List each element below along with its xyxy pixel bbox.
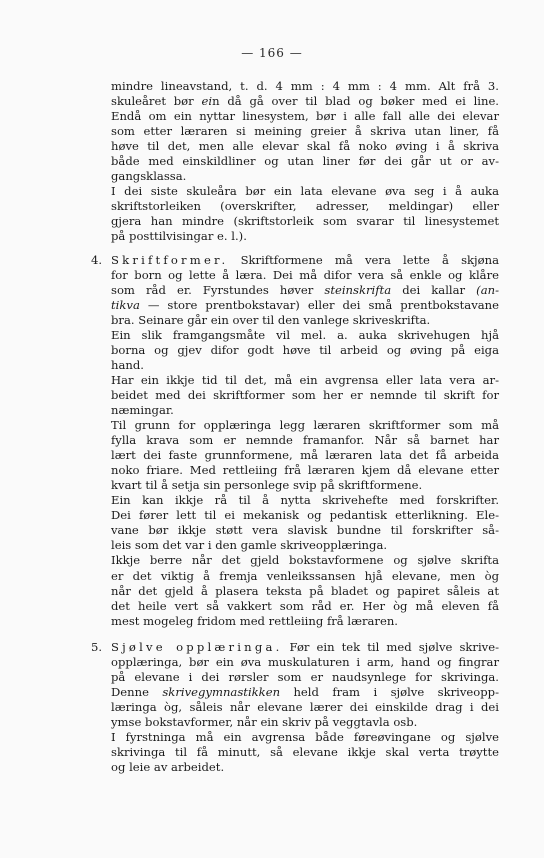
text-line xyxy=(111,584,499,599)
text-line xyxy=(111,493,499,508)
text-line xyxy=(111,463,499,478)
text-line-content: både med einskildliner og utan liner før dei går ut or av- xyxy=(111,154,499,169)
text-line xyxy=(111,169,499,184)
text-line xyxy=(111,358,499,373)
text-line xyxy=(111,448,499,463)
text-line-content: Før ein tek til med sjølve skrive- xyxy=(289,639,499,654)
text-line xyxy=(111,523,499,538)
text-line xyxy=(111,373,499,388)
emphasized-term: ei xyxy=(201,94,213,109)
text-line-content: vane bør ikkje støtt vera slavisk bundne til forskrifter så- xyxy=(111,523,499,538)
text-line-content: leis som det var i den gamle skriveopplæringa. xyxy=(111,538,388,553)
text-line xyxy=(111,553,499,568)
text-line-content: og leie av arbeidet. xyxy=(111,760,225,775)
text-line-content: kvart til å setja sin personlege svip på skriftformene. xyxy=(111,478,423,493)
text-line-content: hand. xyxy=(111,357,144,372)
text-line xyxy=(111,328,499,343)
text-line xyxy=(111,508,499,523)
text-line-content: Denne skrivegymnastikken held fram i sjølve skriveopp- xyxy=(111,684,499,699)
emphasized-term: steinskrifta xyxy=(324,282,392,297)
emphasized-term: skrivegymnastikken xyxy=(162,684,281,699)
text-line-content: mindre lineavstand, t. d. 4 mm : 4 mm : 4 mm. Alt frå 3. xyxy=(111,79,499,93)
text-line-content: på elevane i dei rørsler som er naudsynlege for skrivinga. xyxy=(111,669,499,684)
text-line-content: Til grunn for opplæringa legg læraren skriftformer som må xyxy=(111,418,499,433)
text-line-content: bra. Seinare går ein over til den vanlege skriveskrifta. xyxy=(111,312,431,327)
text-line-content: Dei fører lett til ei mekanisk og pedantisk etterlikning. Ele- xyxy=(111,508,499,523)
text-line xyxy=(111,569,499,584)
emphasized-term: tikva xyxy=(111,297,140,312)
text-line xyxy=(111,154,499,169)
text-line xyxy=(111,313,499,328)
text-line xyxy=(111,433,499,448)
text-line xyxy=(111,403,499,418)
text-line xyxy=(111,109,499,124)
text-line-content: skriftstorleiken (overskrifter, adresser, meldingar) eller xyxy=(111,199,499,214)
section-5-training xyxy=(91,639,499,775)
text-line xyxy=(111,599,499,614)
text-line xyxy=(111,700,499,715)
text-line-content: Ein slik framgangsmåte vil mel. a. auka skrivehugen hjå xyxy=(111,327,499,342)
text-line xyxy=(111,670,499,685)
text-line xyxy=(111,655,499,670)
section-number: 4. xyxy=(91,252,103,267)
emphasized-term: (an- xyxy=(476,282,499,297)
paragraph-writing-size xyxy=(111,184,499,244)
text-line-content: som råd er. Fyrstundes høver steinskrifta dei kallar (an- xyxy=(111,282,499,297)
text-line-content: borna og gjev difor godt høve til arbeid og øving på eiga xyxy=(111,342,499,357)
text-line xyxy=(111,229,499,244)
text-line-content: opplæringa, bør ein øva muskulaturen i arm, hand og fingrar xyxy=(111,654,499,669)
text-line-content: Skriftformene må vera lette å skjøna xyxy=(240,252,500,267)
text-line-content: skuleåret bør ein då gå over til blad og bøker med ei line. xyxy=(111,94,499,109)
page-number: — 166 — xyxy=(241,46,303,60)
text-line xyxy=(111,478,499,493)
text-line-content: det heile vert så vakkert som råd er. Her òg må eleven få xyxy=(111,598,499,613)
text-line-content: på posttilvisingar e. l.). xyxy=(111,229,247,244)
text-line xyxy=(111,343,499,358)
text-line-content: lært dei faste grunnformene, må læraren lata det få arbeida xyxy=(111,448,499,463)
text-line xyxy=(111,124,499,139)
text-line-content: Ikkje berre når det gjeld bokstavformene og sjølve skrifta xyxy=(111,553,499,568)
text-line xyxy=(111,730,499,745)
text-line xyxy=(111,268,499,283)
text-line xyxy=(111,94,499,109)
text-line-content: ymse bokstavformer, når ein skriv på veggtavla osb. xyxy=(111,714,418,729)
text-line xyxy=(111,283,499,298)
text-line xyxy=(111,214,499,229)
text-line xyxy=(111,715,499,730)
text-line xyxy=(111,79,499,94)
text-line xyxy=(111,614,499,629)
text-line xyxy=(111,538,499,553)
text-line-content: læringa òg, såleis når elevane lærer dei einskilde drag i dei xyxy=(111,699,499,714)
text-line-content: for born og lette å læra. Dei må difor vera så enkle og klåre xyxy=(111,267,499,282)
text-line xyxy=(111,418,499,433)
text-line-content: Har ein ikkje tid til det, må ein avgrensa eller lata vera ar- xyxy=(111,372,499,387)
section-number: 5. xyxy=(91,639,103,654)
section-heading: Skriftformer. xyxy=(111,252,229,267)
text-line xyxy=(111,139,499,154)
text-line-content: høve til det, men alle elevar skal få noko øving i å skriva xyxy=(111,139,499,154)
text-line-content: tikva — store prentbokstavar) eller dei små prentbokstavane xyxy=(111,297,499,312)
text-line-content: beidet med dei skriftformer som her er nemnde til skrift for xyxy=(111,387,499,402)
text-line xyxy=(111,298,499,313)
paragraph-line-spacing xyxy=(111,79,499,184)
text-line-content: I dei siste skuleåra bør ein lata elevane øva seg i å auka xyxy=(111,184,499,199)
text-line xyxy=(111,184,499,199)
text-line-content: som etter læraren si meining greier å skriva utan liner, få xyxy=(111,124,499,139)
text-line-content: gangsklassa. xyxy=(111,169,187,184)
text-line-content: Ein kan ikkje rå til å nytta skrivehefte med forskrifter. xyxy=(111,493,499,508)
text-line xyxy=(111,640,499,655)
text-line-content: er det viktig å fremja venleikssansen hjå elevane, men òg xyxy=(111,568,499,583)
text-line xyxy=(111,745,499,760)
text-line-content: mest mogeleg fridom med rettleiing frå læraren. xyxy=(111,613,398,628)
text-line xyxy=(111,760,499,775)
text-line-content: gjera han mindre (skriftstorleik som svarar til linesystemet xyxy=(111,214,499,229)
text-line-content: I fyrstninga må ein avgrensa både føreøvingane og sjølve xyxy=(111,729,499,744)
section-heading: Sjølve opplæringa. xyxy=(111,639,283,654)
section-4-writing-forms xyxy=(91,252,500,629)
text-line xyxy=(111,253,499,268)
text-line-content: fylla krava som er nemnde framanfor. Når så barnet har xyxy=(111,433,499,448)
text-line-content: skrivinga til få minutt, så elevane ikkje skal verta trøytte xyxy=(111,745,499,760)
text-line-content: Endå om ein nyttar linesystem, bør i alle fall alle dei elevar xyxy=(111,109,499,124)
text-line xyxy=(111,388,499,403)
text-line xyxy=(111,199,499,214)
text-line-content: når det gjeld å plasera teksta på bladet og papiret såleis at xyxy=(111,583,499,598)
text-line xyxy=(111,685,499,700)
text-line-content: noko friare. Med rettleiing frå læraren kjem då elevane etter xyxy=(111,463,499,478)
text-line-content: næmingar. xyxy=(111,402,174,417)
page-body xyxy=(91,79,500,775)
